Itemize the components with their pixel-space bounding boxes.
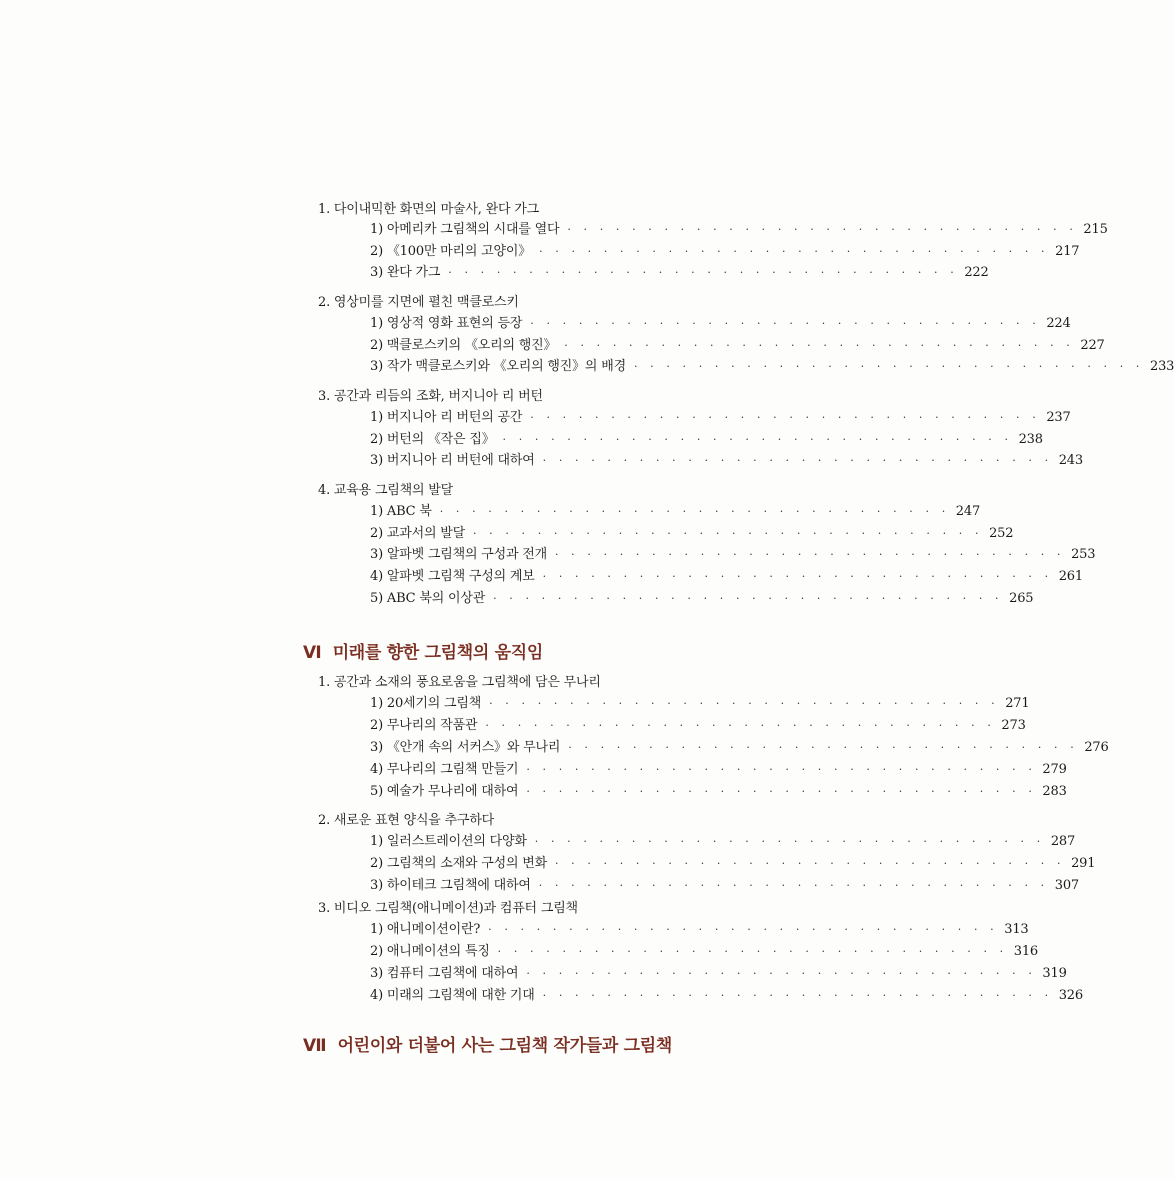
toc-entry-label: 2) 맥클로스키의 《오리의 행진》 — [370, 338, 557, 353]
dot-leader: · · · · · · · · · · · · · · · · · · · · · · · · · · · · · · · · — [538, 879, 1049, 892]
chapter-number: Ⅶ — [303, 1036, 326, 1056]
toc-entry-label: 1) ABC 북 — [370, 504, 432, 519]
dot-leader: · · · · · · · · · · · · · · · · · · · · · · · · · · · · · · · · — [554, 857, 1066, 870]
toc-entry-label: 1) 버지니아 리 버턴의 공간 — [370, 410, 523, 425]
toc-entry-label: 2) 《100만 마리의 고양이》 — [370, 244, 532, 259]
toc-entry — [370, 546, 1096, 564]
toc-page-number: 227 — [1080, 338, 1105, 353]
toc-entry-label: 2) 교과서의 발달 — [370, 526, 465, 541]
toc-page-number: 261 — [1058, 569, 1083, 584]
toc-page-number: 287 — [1050, 834, 1076, 849]
chapter-number: Ⅵ — [303, 643, 321, 663]
toc-entry — [370, 221, 1108, 239]
toc-entry — [370, 525, 1014, 543]
toc-entry-label: 4) 알파벳 그림책 구성의 계보 — [370, 569, 535, 584]
toc-page-number: 279 — [1042, 762, 1067, 777]
toc-entry-label: 3) 《안개 속의 서커스》와 무나리 — [370, 740, 561, 755]
toc-section-title: 2. 영상미를 지면에 펼친 맥클로스키 — [318, 295, 519, 310]
toc-page-number: 271 — [1005, 696, 1030, 711]
toc-page-number: 252 — [989, 526, 1014, 541]
toc-page-number: 243 — [1058, 453, 1083, 468]
toc-page-number: 276 — [1084, 740, 1109, 755]
toc-entry-label: 1) 애니메이션이란? — [370, 922, 481, 937]
toc-entry — [370, 739, 1109, 757]
dot-leader: · · · · · · · · · · · · · · · · · · · · · · · · · · · · · · · · — [567, 223, 1078, 236]
toc-entry-label: 2) 무나리의 작품관 — [370, 718, 478, 733]
toc-entry-label: 3) 작가 맥클로스키와 《오리의 행진》의 배경 — [370, 359, 626, 374]
toc-entry-label: 3) 완다 가그 — [370, 265, 441, 280]
toc-entry — [370, 695, 1030, 713]
toc-entry — [370, 987, 1083, 1005]
toc-entry-label: 4) 무나리의 그림책 만들기 — [370, 762, 519, 777]
dot-leader: · · · · · · · · · · · · · · · · · · · · · · · · · · · · · · · · — [568, 741, 1079, 754]
toc-page-number: 319 — [1042, 966, 1067, 981]
toc-entry — [370, 833, 1076, 851]
toc-entry — [370, 761, 1067, 779]
toc-page-number: 222 — [964, 265, 989, 280]
toc-section-title: 1. 공간과 소재의 풍요로움을 그림책에 담은 무나리 — [318, 675, 601, 690]
dot-leader: · · · · · · · · · · · · · · · · · · · · · · · · · · · · · · · · — [542, 570, 1053, 583]
dot-leader: · · · · · · · · · · · · · · · · · · · · · · · · · · · · · · · · — [542, 989, 1053, 1002]
toc-section-title: 4. 교육용 그림책의 발달 — [318, 483, 454, 498]
toc-entry — [370, 503, 981, 521]
toc-page-number: 224 — [1046, 316, 1071, 331]
toc-entry-label: 5) ABC 북의 이상관 — [370, 591, 486, 606]
toc-entry — [370, 315, 1071, 333]
toc-entry-label: 3) 알파벳 그림책의 구성과 전개 — [370, 547, 547, 562]
toc-entry-label: 1) 영상적 영화 표현의 등장 — [370, 316, 523, 331]
toc-page-number: 237 — [1046, 410, 1071, 425]
toc-page-number: 273 — [1001, 718, 1026, 733]
dot-leader: · · · · · · · · · · · · · · · · · · · · · · · · · · · · · · · · — [472, 527, 984, 540]
toc-entry-label: 2) 그림책의 소재와 구성의 변화 — [370, 856, 547, 871]
dot-leader: · · · · · · · · · · · · · · · · · · · · · · · · · · · · · · · · — [534, 835, 1045, 848]
dot-leader: · · · · · · · · · · · · · · · · · · · · · · · · · · · · · · · · — [488, 923, 999, 936]
toc-page-number: 316 — [1013, 944, 1038, 959]
toc-page-number: 253 — [1071, 547, 1096, 562]
dot-leader: · · · · · · · · · · · · · · · · · · · · · · · · · · · · · · · · — [554, 548, 1066, 561]
toc-section-title: 2. 새로운 표현 양식을 추구하다 — [318, 813, 495, 828]
dot-leader: · · · · · · · · · · · · · · · · · · · · · · · · · · · · · · · · — [485, 719, 996, 732]
toc-page-number: 238 — [1018, 432, 1043, 447]
toc-page-number: 283 — [1042, 784, 1067, 799]
dot-leader: · · · · · · · · · · · · · · · · · · · · · · · · · · · · · · · · — [526, 967, 1037, 980]
dot-leader: · · · · · · · · · · · · · · · · · · · · · · · · · · · · · · · · — [542, 454, 1053, 467]
toc-entry — [370, 337, 1105, 355]
dot-leader: · · · · · · · · · · · · · · · · · · · · · · · · · · · · · · · · — [539, 245, 1050, 258]
dot-leader: · · · · · · · · · · · · · · · · · · · · · · · · · · · · · · · · — [526, 763, 1037, 776]
dot-leader: · · · · · · · · · · · · · · · · · · · · · · · · · · · · · · · · — [530, 317, 1041, 330]
toc-entry-label: 3) 버지니아 리 버턴에 대하여 — [370, 453, 535, 468]
toc-entry — [370, 783, 1067, 801]
chapter-heading — [303, 638, 543, 663]
toc-page-number: 247 — [955, 504, 981, 519]
toc-entry-label: 5) 예술가 무나리에 대하여 — [370, 784, 519, 799]
dot-leader: · · · · · · · · · · · · · · · · · · · · · · · · · · · · · · · · — [633, 360, 1145, 373]
toc-entry-label: 1) 아메리카 그림책의 시대를 열다 — [370, 222, 560, 237]
toc-entry — [370, 877, 1079, 895]
dot-leader: · · · · · · · · · · · · · · · · · · · · · · · · · · · · · · · · — [439, 505, 950, 518]
dot-leader: · · · · · · · · · · · · · · · · · · · · · · · · · · · · · · · · — [564, 339, 1075, 352]
toc-entry-label: 1) 일러스트레이션의 다양화 — [370, 834, 527, 849]
toc-entry — [370, 358, 1174, 376]
toc-entry-label: 1) 20세기의 그림책 — [370, 696, 482, 711]
toc-entry — [370, 568, 1083, 586]
toc-page-number: 313 — [1004, 922, 1029, 937]
toc-entry — [370, 943, 1038, 961]
toc-entry-label: 2) 애니메이션의 특징 — [370, 944, 490, 959]
toc-entry — [370, 855, 1096, 873]
toc-entry — [370, 717, 1026, 735]
dot-leader: · · · · · · · · · · · · · · · · · · · · · · · · · · · · · · · · — [489, 697, 1000, 710]
toc-section-title: 3. 비디오 그림책(애니메이션)과 컴퓨터 그림책 — [318, 901, 578, 916]
toc-entry-label: 3) 컴퓨터 그림책에 대하여 — [370, 966, 519, 981]
dot-leader: · · · · · · · · · · · · · · · · · · · · · · · · · · · · · · · · — [448, 266, 959, 279]
toc-entry — [370, 264, 989, 282]
toc-entry — [370, 431, 1043, 449]
toc-entry — [370, 409, 1071, 427]
dot-leader: · · · · · · · · · · · · · · · · · · · · · · · · · · · · · · · · — [526, 785, 1037, 798]
chapter-heading — [303, 1031, 672, 1056]
toc-page-number: 307 — [1054, 878, 1079, 893]
toc-page-number: 326 — [1058, 988, 1083, 1003]
toc-section-title: 1. 다이내믹한 화면의 마술사, 완다 가그 — [318, 202, 539, 217]
toc-entry — [370, 243, 1080, 261]
chapter-title: 어린이와 더불어 사는 그림책 작가들과 그림책 — [337, 1036, 672, 1056]
toc-entry-label: 2) 버턴의 《작은 집》 — [370, 432, 495, 447]
toc-section-title: 3. 공간과 리듬의 조화, 버지니아 리 버턴 — [318, 389, 543, 404]
toc-page-number: 265 — [1009, 591, 1034, 606]
toc-entry — [370, 965, 1067, 983]
toc-page-number: 217 — [1055, 244, 1080, 259]
toc-entry — [370, 921, 1029, 939]
toc-page-number: 291 — [1071, 856, 1096, 871]
dot-leader: · · · · · · · · · · · · · · · · · · · · · · · · · · · · · · · · — [502, 433, 1013, 446]
dot-leader: · · · · · · · · · · · · · · · · · · · · · · · · · · · · · · · · — [497, 945, 1008, 958]
toc-entry-label: 4) 미래의 그림책에 대한 기대 — [370, 988, 535, 1003]
toc-page-number: 233 — [1150, 359, 1174, 374]
dot-leader: · · · · · · · · · · · · · · · · · · · · · · · · · · · · · · · · — [530, 411, 1041, 424]
toc-page-number: 215 — [1083, 222, 1108, 237]
dot-leader: · · · · · · · · · · · · · · · · · · · · · · · · · · · · · · · · — [493, 592, 1004, 605]
toc-entry-label: 3) 하이테크 그림책에 대하여 — [370, 878, 531, 893]
chapter-title: 미래를 향한 그림책의 움직임 — [332, 643, 544, 663]
toc-entry — [370, 452, 1083, 470]
toc-entry — [370, 590, 1034, 608]
